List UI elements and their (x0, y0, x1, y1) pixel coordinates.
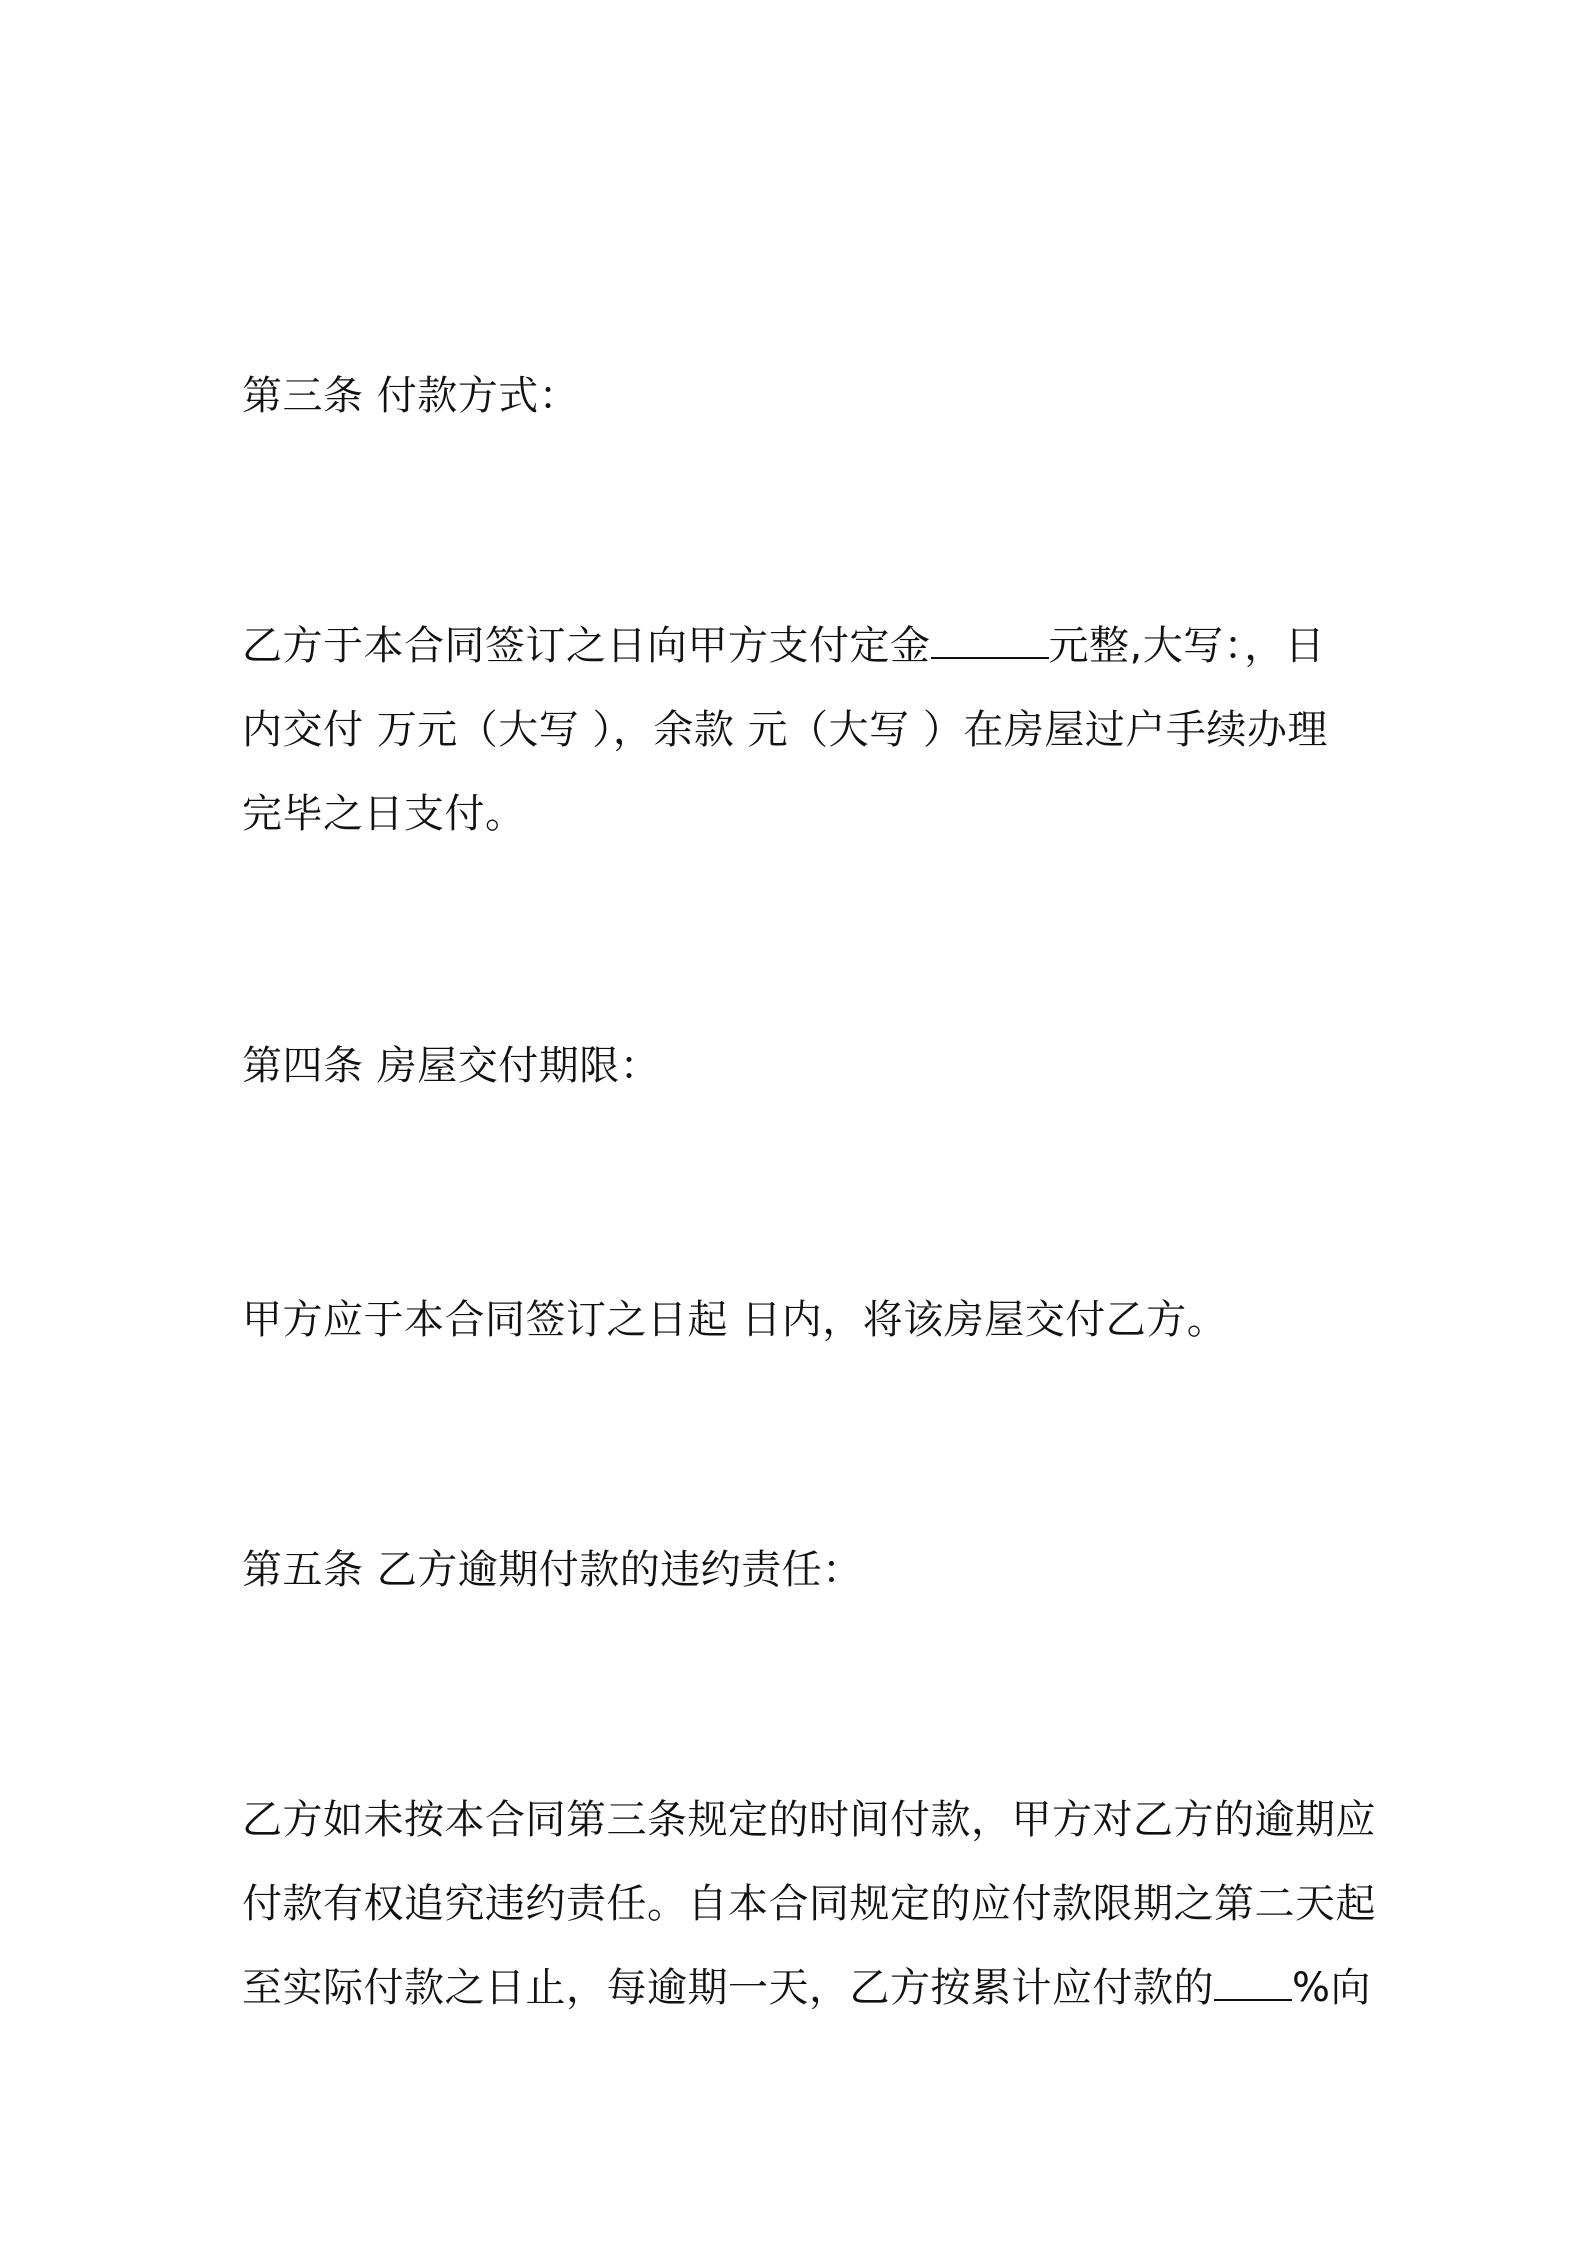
article-5-paragraph-line-3 (242, 1964, 1371, 2012)
article-5-heading: 第五条 乙方逾期付款的违约责任： (242, 1547, 863, 1593)
article-3-text-b: 元整,大写：，日 (1048, 623, 1326, 669)
article-5-text-b: %向 (1292, 1965, 1372, 2011)
article-3-heading: 第三条 付款方式： (242, 373, 580, 419)
article-3-paragraph-line-1 (242, 622, 1325, 670)
penalty-rate-blank (1214, 1965, 1292, 2001)
deposit-amount-blank (931, 623, 1049, 659)
article-5-paragraph-line-1: 乙方如未按本合同第三条规定的时间付款，甲方对乙方的逾期应 (242, 1797, 1376, 1843)
article-4-heading: 第四条 房屋交付期限： (242, 1043, 661, 1089)
article-3-text-a: 乙方于本合同签订之日向甲方支付定金 (242, 623, 931, 669)
article-5-text-a: 至实际付款之日止，每逾期一天，乙方按累计应付款的 (242, 1965, 1214, 2011)
article-3-paragraph-line-3: 完毕之日支付。 (242, 791, 526, 837)
article-4-paragraph-line-1: 甲方应于本合同签订之日起 日内，将该房屋交付乙方。 (242, 1297, 1228, 1343)
article-3-paragraph-line-2: 内交付 万元（大写 ），余款 元（大写 ）在房屋过户手续办理 (242, 707, 1328, 753)
article-5-paragraph-line-2: 付款有权追究违约责任。自本合同规定的应付款限期之第二天起 (242, 1881, 1376, 1927)
